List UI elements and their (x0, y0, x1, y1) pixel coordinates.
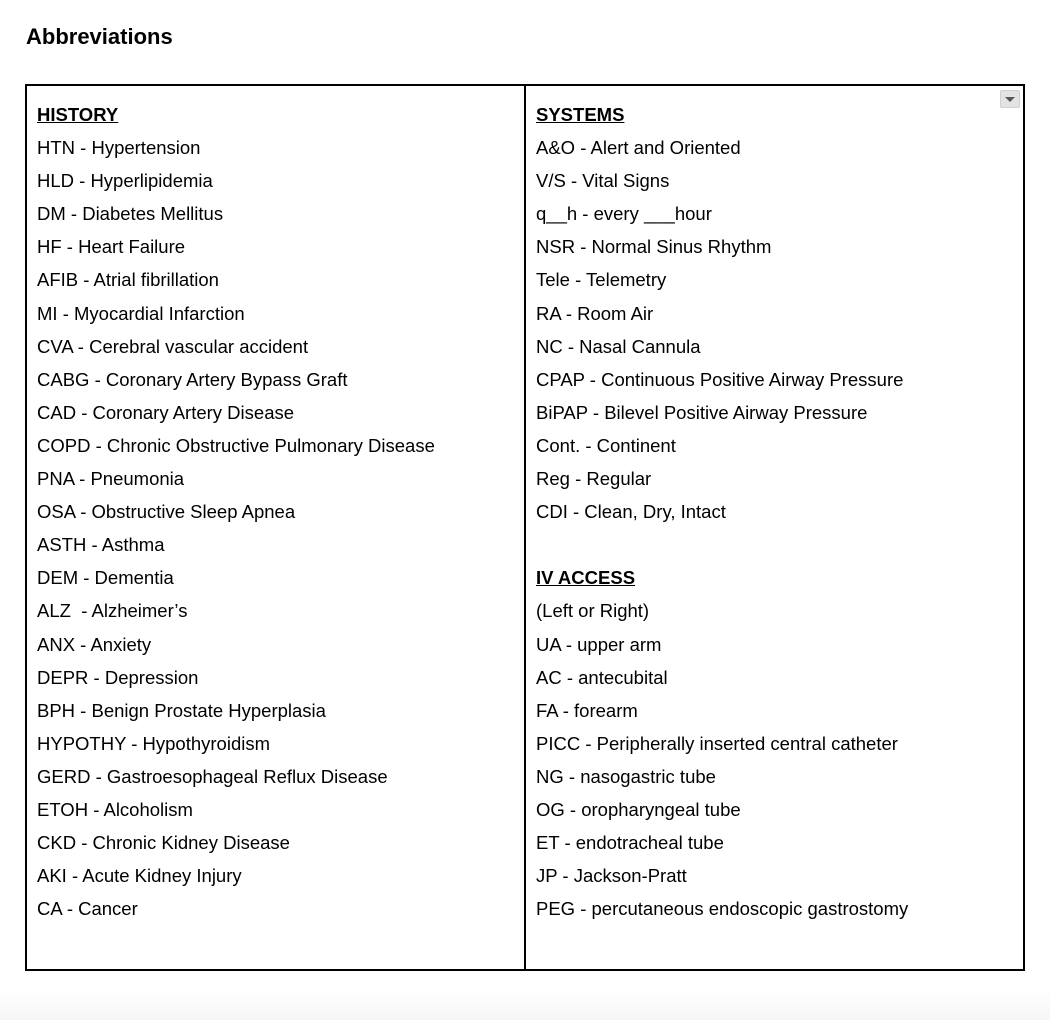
history-item: AKI - Acute Kidney Injury (37, 865, 242, 887)
history-item: HLD - Hyperlipidemia (37, 170, 213, 192)
history-item: CA - Cancer (37, 898, 138, 920)
chevron-down-icon (1005, 97, 1015, 102)
history-item: MI - Myocardial Infarction (37, 302, 245, 324)
history-item: AFIB - Atrial fibrillation (37, 269, 219, 291)
history-item: CAD - Coronary Artery Disease (37, 401, 295, 423)
iv-access-item: ET - endotracheal tube (536, 832, 724, 854)
systems-item: Cont. - Continent (536, 434, 676, 456)
iv-access-item: (Left or Right) (536, 600, 650, 622)
history-item: CVA - Cerebral vascular accident (37, 335, 309, 357)
iv-access-item: PICC - Peripherally inserted central catheter (536, 732, 898, 754)
history-item: GERD - Gastroesophageal Reflux Disease (37, 765, 388, 787)
iv-access-item: FA - forearm (536, 699, 638, 721)
systems-item: Reg - Regular (536, 468, 652, 490)
systems-item: NC - Nasal Cannula (536, 335, 701, 357)
iv-access-item: OG - oropharyngeal tube (536, 798, 741, 820)
history-item: DEPR - Depression (37, 666, 199, 688)
history-item: CABG - Coronary Artery Bypass Graft (37, 368, 348, 390)
history-item: ALZ - Alzheimer’s (37, 600, 188, 622)
page-title: Abbreviations (26, 24, 173, 49)
systems-item: RA - Room Air (536, 302, 654, 324)
iv-access-item: JP - Jackson-Pratt (536, 865, 687, 887)
systems-item: BiPAP - Bilevel Positive Airway Pressure (536, 401, 868, 423)
systems-item: CPAP - Continuous Positive Airway Pressure (536, 368, 904, 390)
section-spacer (536, 528, 1023, 561)
history-item: CKD - Chronic Kidney Disease (37, 832, 290, 854)
systems-item: Tele - Telemetry (536, 269, 667, 291)
systems-item: CDI - Clean, Dry, Intact (536, 501, 726, 523)
systems-heading: SYSTEMS (536, 104, 625, 125)
systems-item: A&O - Alert and Oriented (536, 137, 741, 159)
iv-access-item: NG - nasogastric tube (536, 765, 716, 787)
iv-access-item: AC - antecubital (536, 666, 668, 688)
systems-list (536, 131, 1023, 528)
history-item: BPH - Benign Prostate Hyperplasia (37, 699, 326, 721)
iv-access-heading: IV ACCESS (536, 567, 636, 589)
history-item: HTN - Hypertension (37, 137, 201, 159)
systems-item: NSR - Normal Sinus Rhythm (536, 236, 772, 258)
history-item: COPD - Chronic Obstructive Pulmonary Disease (37, 434, 435, 456)
history-list (37, 131, 524, 925)
history-item: DM - Diabetes Mellitus (37, 203, 224, 225)
history-item: PNA - Pneumonia (37, 468, 185, 490)
systems-item: V/S - Vital Signs (536, 170, 670, 192)
history-column (27, 86, 526, 969)
cell-dropdown-button[interactable] (1000, 90, 1020, 108)
history-item: OSA - Obstructive Sleep Apnea (37, 501, 296, 523)
history-item: HF - Heart Failure (37, 236, 186, 258)
history-item: ETOH - Alcoholism (37, 798, 193, 820)
history-item: ANX - Anxiety (37, 633, 152, 655)
history-item: DEM - Dementia (37, 567, 174, 589)
history-item: HYPOTHY - Hypothyroidism (37, 732, 271, 754)
iv-access-item: PEG - percutaneous endoscopic gastrostomy (536, 898, 909, 920)
iv-access-item: UA - upper arm (536, 633, 662, 655)
history-item: ASTH - Asthma (37, 534, 165, 556)
abbreviations-table (25, 84, 1025, 971)
iv-access-list (536, 594, 1023, 925)
systems-item: q__h - every ___hour (536, 203, 712, 225)
history-heading: HISTORY (37, 104, 119, 125)
page-bottom-edge (0, 990, 1050, 1020)
systems-column (526, 86, 1023, 969)
